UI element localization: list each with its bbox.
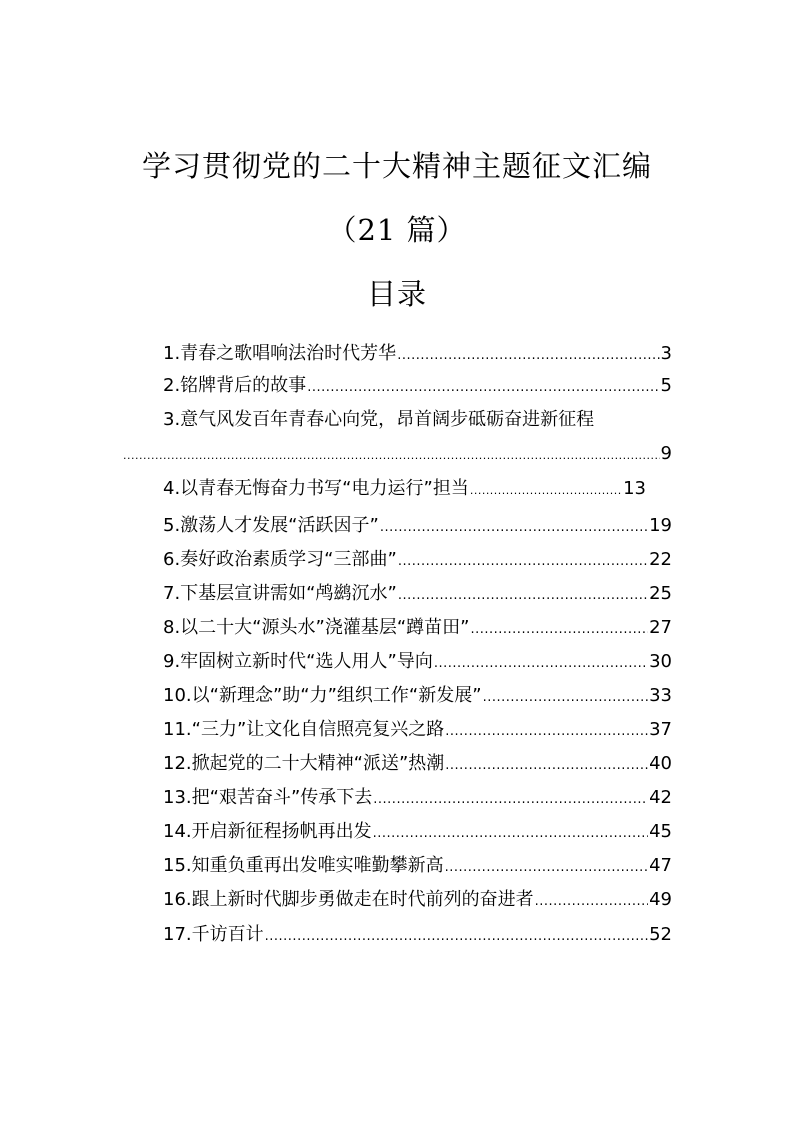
toc-entry-title: 14.开启新征程扬帆再出发 [163, 821, 372, 842]
toc-entry[interactable] [163, 476, 646, 502]
toc-entry-page: 49 [649, 889, 672, 910]
toc-entry[interactable] [163, 717, 672, 743]
toc-entry-title: 9.牢固树立新时代“选人用人”导向 [163, 651, 433, 672]
toc-entry[interactable] [163, 341, 672, 367]
toc-entry-title: 5.激荡人才发展“活跃因子” [163, 515, 379, 536]
toc-leader-dots [373, 821, 648, 847]
toc-entry-title: 13.把“艰苦奋斗”传承下去 [163, 787, 373, 808]
toc-entry-page: 45 [649, 821, 672, 842]
toc-entry[interactable] [163, 751, 672, 777]
document-title: 学习贯彻党的二十大精神主题征文汇编 [141, 149, 652, 183]
toc-entry[interactable] [163, 615, 672, 641]
toc-leader-dots [434, 651, 648, 677]
toc-entry-page: 13 [623, 478, 646, 499]
toc-leader-dots [445, 719, 648, 745]
toc-entry-title: 2.铭牌背后的故事 [163, 375, 307, 396]
toc-entry[interactable] [163, 547, 672, 573]
toc-entry-title: 17.千访百计 [163, 924, 264, 945]
toc-leader-dots [265, 924, 648, 950]
toc-entry[interactable] [163, 683, 672, 709]
toc-entry-page: 40 [649, 753, 672, 774]
toc-entry-title: 6.奏好政治素质学习“三部曲” [163, 549, 397, 570]
toc-entry-title: 1.青春之歌唱响法治时代芳华 [163, 343, 397, 364]
toc-entry-title: 15.知重负重再出发唯实唯勤攀新高 [163, 855, 444, 876]
toc-leader-dots [470, 478, 622, 504]
toc-leader-dots [373, 787, 648, 813]
toc-entry-title: 4.以青春无悔奋力书写“电力运行”担当 [163, 478, 469, 499]
toc-entry-title: 10.以“新理念”助“力”组织工作“新发展” [163, 685, 482, 706]
toc-entry-page: 5 [660, 375, 672, 396]
toc-entry[interactable] [163, 853, 672, 879]
toc-entry[interactable] [163, 407, 672, 433]
toc-entry-title: 7.下基层宣讲需如“鸬鹚沉水” [163, 583, 397, 604]
toc-entry-title: 16.跟上新时代脚步勇做走在时代前列的奋进者 [163, 889, 534, 910]
toc-entry[interactable] [163, 887, 672, 913]
toc-entry-page: 25 [649, 583, 672, 604]
toc-leader-dots [470, 617, 648, 643]
document-subtitle: （21 篇） [327, 213, 467, 247]
toc-entry[interactable] [163, 819, 672, 845]
toc-entry[interactable] [163, 513, 672, 539]
toc-entry[interactable] [163, 922, 672, 948]
toc-leader-dots [398, 549, 648, 575]
toc-entry-page: 9 [660, 443, 672, 464]
toc-entry-page: 52 [649, 924, 672, 945]
toc-entry-title: 3.意气风发百年青春心向党，昂首阔步砥砺奋进新征程 [163, 409, 595, 430]
toc-heading: 目录 [366, 277, 427, 311]
toc-entry[interactable] [163, 785, 672, 811]
toc-entry-page: 42 [649, 787, 672, 808]
toc-leader-dots [483, 685, 649, 711]
toc-leader-dots [445, 855, 648, 881]
toc-leader-dots [307, 375, 659, 401]
toc-entry-page: 37 [649, 719, 672, 740]
toc-entry[interactable] [163, 373, 672, 399]
toc-entry-page: 47 [649, 855, 672, 876]
toc-entry-title: 8.以二十大“源头水”浇灌基层“蹲苗田” [163, 617, 470, 638]
toc-entry-page: 22 [649, 549, 672, 570]
toc-leader-dots [123, 443, 660, 469]
toc-entry-title: 11.“三力”让文化自信照亮复兴之路 [163, 719, 445, 740]
toc-entry-title: 12.掀起党的二十大精神“派送”热潮 [163, 753, 445, 774]
toc-leader-dots [380, 515, 648, 541]
toc-entry-page: 27 [649, 617, 672, 638]
toc-entry-page: 19 [649, 515, 672, 536]
toc-entry[interactable] [163, 649, 672, 675]
toc-entry[interactable] [163, 581, 672, 607]
toc-entry-continuation[interactable] [122, 441, 672, 467]
toc-leader-dots [445, 753, 648, 779]
toc-leader-dots [397, 343, 659, 369]
toc-entry-page: 30 [649, 651, 672, 672]
toc-entry-page: 3 [660, 343, 672, 364]
toc-leader-dots [535, 889, 648, 915]
toc-entry-page: 33 [649, 685, 672, 706]
toc-leader-dots [398, 583, 648, 609]
